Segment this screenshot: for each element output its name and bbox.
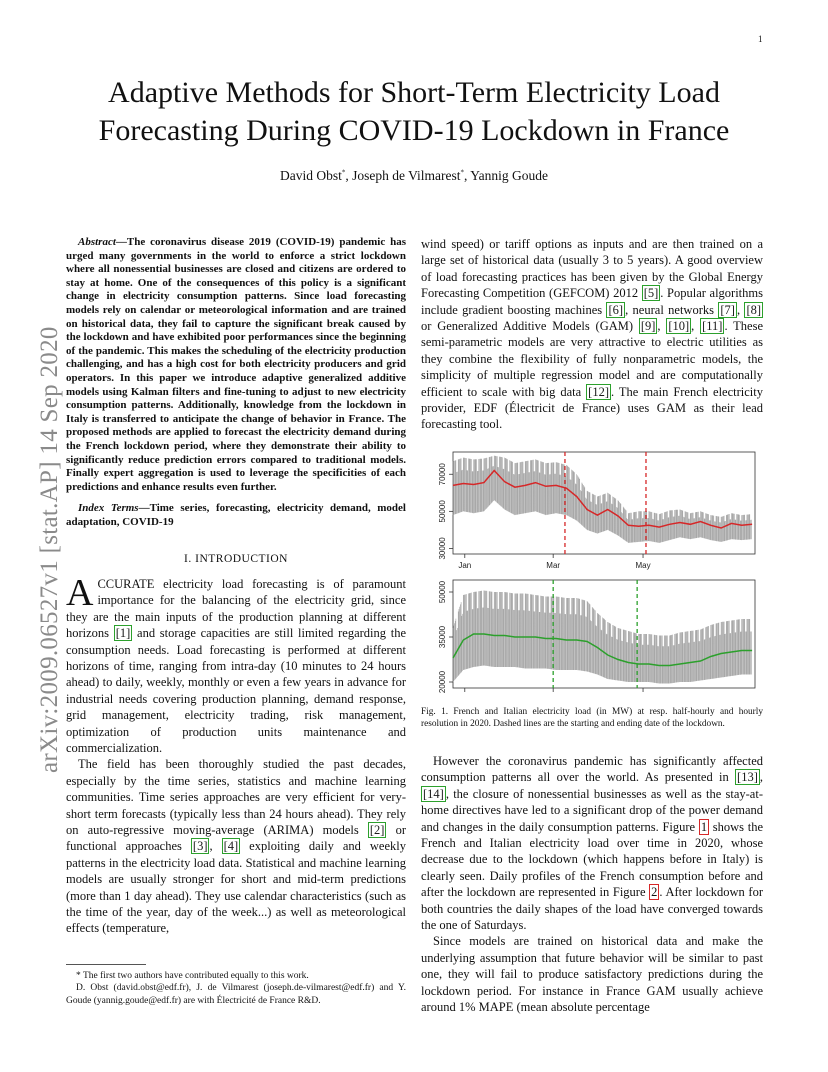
paragraph-text: or functional approaches bbox=[66, 822, 407, 854]
y-tick-label: 70000 bbox=[438, 463, 447, 486]
footnote-affiliations: D. Obst (david.obst@edf.fr), J. de Vilmarest (joseph.de-vilmarest@edf.fr) and Y. Goude (yannig.goude@edf.fr) are with Électricité de France R&D. bbox=[66, 983, 406, 1006]
section-title-first: I bbox=[195, 553, 200, 566]
figure-link[interactable]: 1 bbox=[700, 819, 708, 834]
citation-link[interactable]: [4] bbox=[223, 839, 239, 854]
figure-link[interactable]: 2 bbox=[651, 885, 658, 900]
citation-link[interactable]: [5] bbox=[643, 286, 659, 301]
paragraph-text: . After lockdown for both countries the daily shapes of the load have converged towards the one of Saturdays. bbox=[421, 885, 764, 933]
abstract-label: Abstract bbox=[78, 236, 116, 248]
paragraph: Since models are trained on historical data and make the underlying assumption that future behavior will be similar to past one, they will fail to produce satisfactory predictions during the lockdown period. For instance in France GAM usually achieve around 1% MAPE (mean absolute percentage bbox=[421, 934, 763, 1015]
y-tick-label: 50000 bbox=[438, 500, 447, 523]
arxiv-identifier: arXiv:2009.06527v1 [stat.AP] 14 Sep 2020 bbox=[36, 326, 63, 773]
paragraph-text: wind speed) or tariff options as inputs and are then trained on a large set of historical data (usually 3 to 5 years). A good overview of load forecasting practices has been given by the Global Energy Forecasting Competition (GEFCOM) 2012 bbox=[421, 237, 763, 301]
footnote-equal-contribution: * The first two authors have contributed equally to this work. bbox=[76, 971, 309, 981]
y-tick-label: 30000 bbox=[438, 537, 447, 560]
paragraph-text: , bbox=[759, 770, 763, 785]
paragraph-text: , bbox=[209, 839, 222, 854]
paragraph bbox=[66, 571, 406, 756]
index-terms-label: Index Terms bbox=[78, 502, 139, 515]
equal-contribution-mark: * bbox=[460, 168, 465, 177]
raw-load-series bbox=[453, 591, 751, 684]
paragraph-text: , the closure of nonessential businesses as well as the stay-at-home directives have led to a significant drop of the power demand and changes in the daily consumption patterns. Figure bbox=[421, 786, 763, 834]
author-name: , Yannig Goude bbox=[464, 168, 549, 183]
x-tick-label: Mar bbox=[546, 561, 561, 570]
raw-load-series bbox=[453, 456, 751, 543]
equal-contribution-mark: * bbox=[341, 168, 346, 177]
section-heading bbox=[66, 551, 406, 567]
citation-link[interactable]: [14] bbox=[423, 786, 444, 801]
paper-title bbox=[60, 74, 768, 150]
paragraph-text: However the coronavirus pandemic has significantly affected consumption patterns all over the world. As presented in bbox=[421, 754, 763, 785]
citation-link[interactable]: [13] bbox=[737, 770, 758, 785]
paragraph-text: , bbox=[657, 319, 667, 334]
right-column-body bbox=[421, 753, 763, 1016]
section-numeral: I. bbox=[184, 553, 196, 566]
citation-link[interactable]: [7] bbox=[720, 302, 735, 317]
citation-link[interactable]: [10] bbox=[668, 319, 690, 334]
paragraph-text: , neural networks bbox=[625, 302, 719, 317]
paragraph-text: CCURATE electricity load forecasting is of paramount importance for the balancing of the electricity grid, since they are the main inputs of the production planning at different horizons bbox=[66, 576, 406, 641]
title-line-1: Adaptive Methods for Short-Term Electricity Load bbox=[108, 76, 720, 109]
paragraph-text: and storage capacities are still limited regarding the consumption needs. Load forecasting is performed at different horizons of time, ranging from intra-day (10 minutes to 24 hours ahead) to daily, weekly, monthly or even a few years in advance for industrial needs covering production planning, demand response, grid management, electricity trading, risk management, optimization of production units maintenance and commercialization. bbox=[66, 626, 406, 755]
citation-link[interactable]: [2] bbox=[369, 822, 385, 837]
footnote-rule bbox=[66, 964, 146, 965]
paragraph-text: shows the French and Italian electricity load over time in 2020, whose decrease due to the lockdown (which happens before in Italy) is clearly seen. Daily profiles of the French consumption before and after the lockdown are represented in Figure bbox=[421, 819, 763, 900]
y-tick-label: 50000 bbox=[438, 580, 447, 604]
x-tick-label: May bbox=[635, 561, 651, 570]
paragraph-text: or Generalized Additive Models (GAM) bbox=[421, 319, 639, 334]
paragraph-text: The field has been thoroughly studied the past decades, especially by the time series, statistics and machine learning communities. Time series approaches are very efficient for very-short term forecasts (typically less than 24 hours ahead). They rely on auto-regressive moving-average (ARIMA) models bbox=[66, 757, 406, 837]
author-name: , Joseph de Vilmarest bbox=[345, 168, 461, 183]
paragraph-text: . These semi-parametric models are very attractive to electric utilities as they combine the flexibility of fully nonparametric models, the simplicity of multiple regression model and are computationally efficient to scale with big data bbox=[421, 319, 763, 399]
figure-1 bbox=[421, 446, 763, 694]
figure-caption: Fig. 1. French and Italian electricity load (in MW) at resp. half-hourly and hourly resolution in 2020. Dashed lines are the starting and ending date of the lockdown. bbox=[421, 707, 763, 729]
index-terms bbox=[66, 502, 406, 529]
x-tick-label: Jan bbox=[458, 561, 472, 570]
citation-link[interactable]: [9] bbox=[640, 319, 656, 334]
right-column bbox=[421, 236, 763, 433]
y-tick-label: 35000 bbox=[438, 625, 447, 649]
citation-link[interactable]: [12] bbox=[588, 384, 609, 399]
drop-cap: A bbox=[66, 571, 94, 614]
index-terms-text: —Time series, forecasting, electricity demand, model adaptation, COVID-19 bbox=[66, 502, 406, 528]
section-title-rest: NTRODUCTION bbox=[199, 553, 288, 566]
load-chart bbox=[421, 446, 763, 694]
citation-link[interactable]: [1] bbox=[115, 626, 131, 641]
author-name: David Obst bbox=[279, 168, 342, 183]
citation-link[interactable]: [6] bbox=[608, 302, 624, 317]
title-line-2: Forecasting During COVID-19 Lockdown in France bbox=[98, 114, 730, 147]
paragraph bbox=[421, 236, 763, 433]
y-tick-label: 20000 bbox=[438, 670, 447, 694]
citation-link[interactable]: [8] bbox=[746, 302, 762, 317]
paragraph-text: , bbox=[736, 302, 745, 317]
left-column bbox=[66, 236, 406, 937]
paragraph-text: exploiting daily and weekly patterns in the electricity load data. Statistical and machine learning models are usually stronger for short and mid-term predictions (more than 1 day ahead). They use calendar characteristics (such as the time of the year, day of the week...) as well as meteorological effects (temperature, bbox=[66, 839, 407, 936]
arxiv-stamp bbox=[0, 0, 63, 1072]
footnote bbox=[66, 970, 406, 1007]
citation-link[interactable]: [3] bbox=[192, 839, 208, 854]
abstract bbox=[66, 236, 406, 494]
author-list bbox=[60, 168, 768, 184]
paragraph-text: . The main French electricity provider, EDF (Électricit de France) uses GAM as their lead forecasting tool. bbox=[421, 384, 763, 432]
citation-link[interactable]: [11] bbox=[702, 319, 723, 334]
page-number: 1 bbox=[758, 34, 763, 44]
paragraph-text: . Popular algorithms include gradient boosting machines bbox=[421, 286, 763, 317]
abstract-text: —The coronavirus disease 2019 (COVID-19) pandemic has urged many governments in the world to enforce a strict lockdown where all nonessential businesses are closed and citizens are ordered to stay at home. One of the consequences of this policy is a significant change in electricity consumption patterns. Since load forecasting models rely on calendar or meteorological information and are trained on historical data, they fail to capture the significant break caused by the lockdown and have exhibited poor performances since the beginning of the pandemic. This makes the scheduling of the electricity production challenging, and has a high cost for both electricity producers and grid operators. In this paper we introduce adaptive generalized additive models using Kalman filters and fine-tuning to adjust to new electricity consumption patterns. Additionally, knowledge from the lockdown in Italy is transferred to anticipate the change of behavior in France. The proposed methods are applied to forecast the electricity demand during the French lockdown period, where they demonstrate their ability to significantly reduce prediction errors compared to traditional models. Finally expert aggregation is used to leverage the specificities of each predictions and enhance results even further. bbox=[66, 236, 406, 493]
paragraph bbox=[66, 756, 406, 936]
paragraph-text: , bbox=[691, 319, 701, 334]
paragraph bbox=[421, 753, 763, 933]
